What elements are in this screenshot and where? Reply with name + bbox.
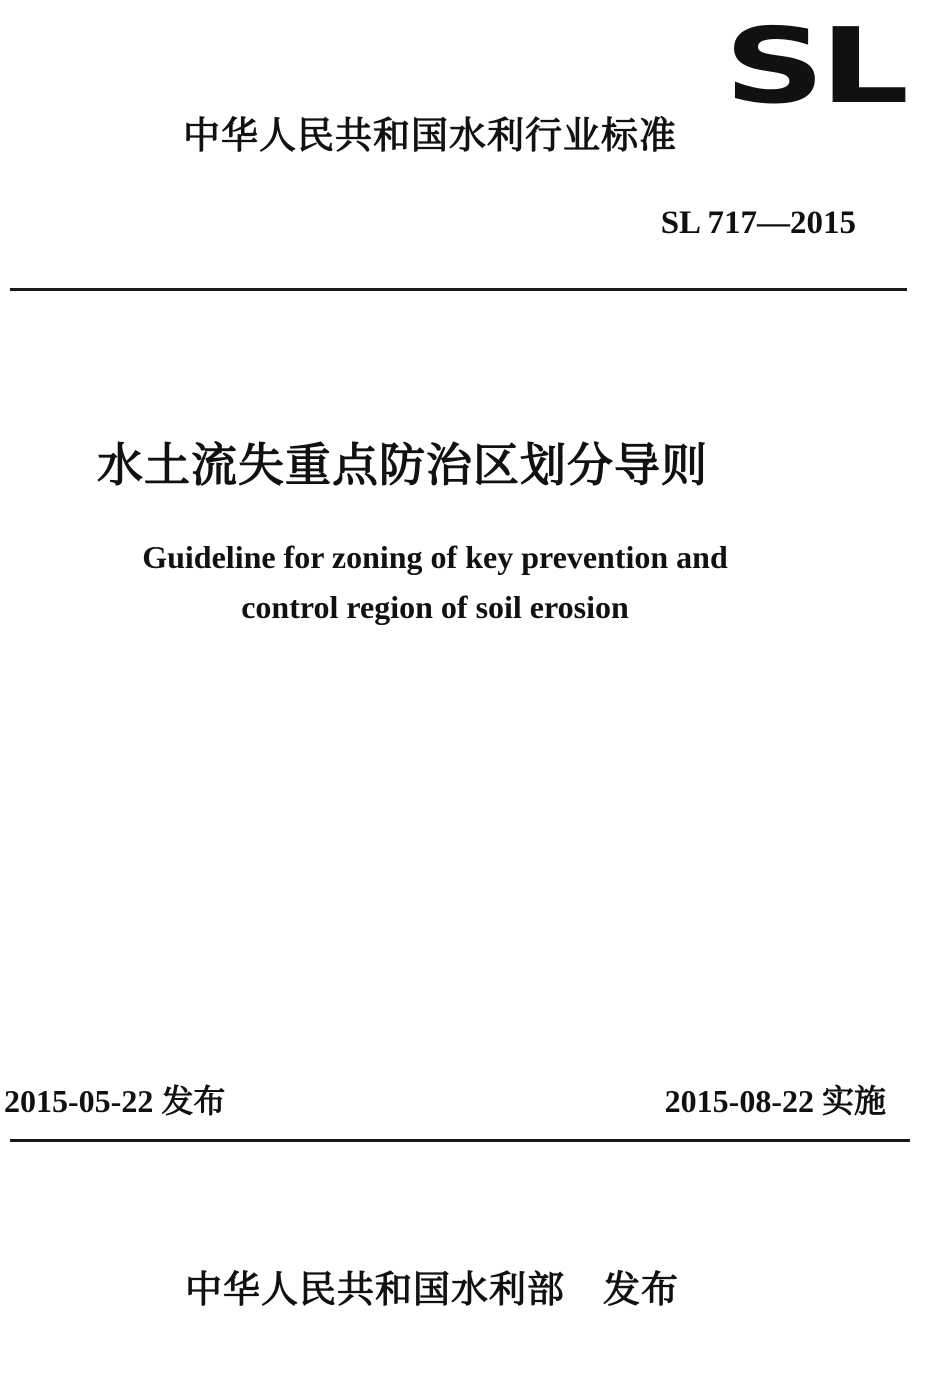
english-title-line-1: Guideline for zoning of key prevention and xyxy=(142,539,728,575)
implementation-date: 2015-08-22 实施 xyxy=(664,1083,886,1119)
publisher: 中华人民共和国水利部 发布 xyxy=(185,1268,679,1311)
document-title-chinese: 水土流失重点防治区划分导则 xyxy=(97,438,708,492)
sl-logo: SL xyxy=(724,5,904,127)
top-divider xyxy=(10,288,907,291)
english-title-line-2: control region of soil erosion xyxy=(241,589,629,625)
industry-standard-heading: 中华人民共和国水利行业标准 xyxy=(183,114,677,157)
issue-date: 2015-05-22 发布 xyxy=(4,1083,226,1119)
bottom-divider xyxy=(10,1139,910,1142)
standard-code: SL 717—2015 xyxy=(660,205,856,241)
document-title-english xyxy=(60,532,810,632)
